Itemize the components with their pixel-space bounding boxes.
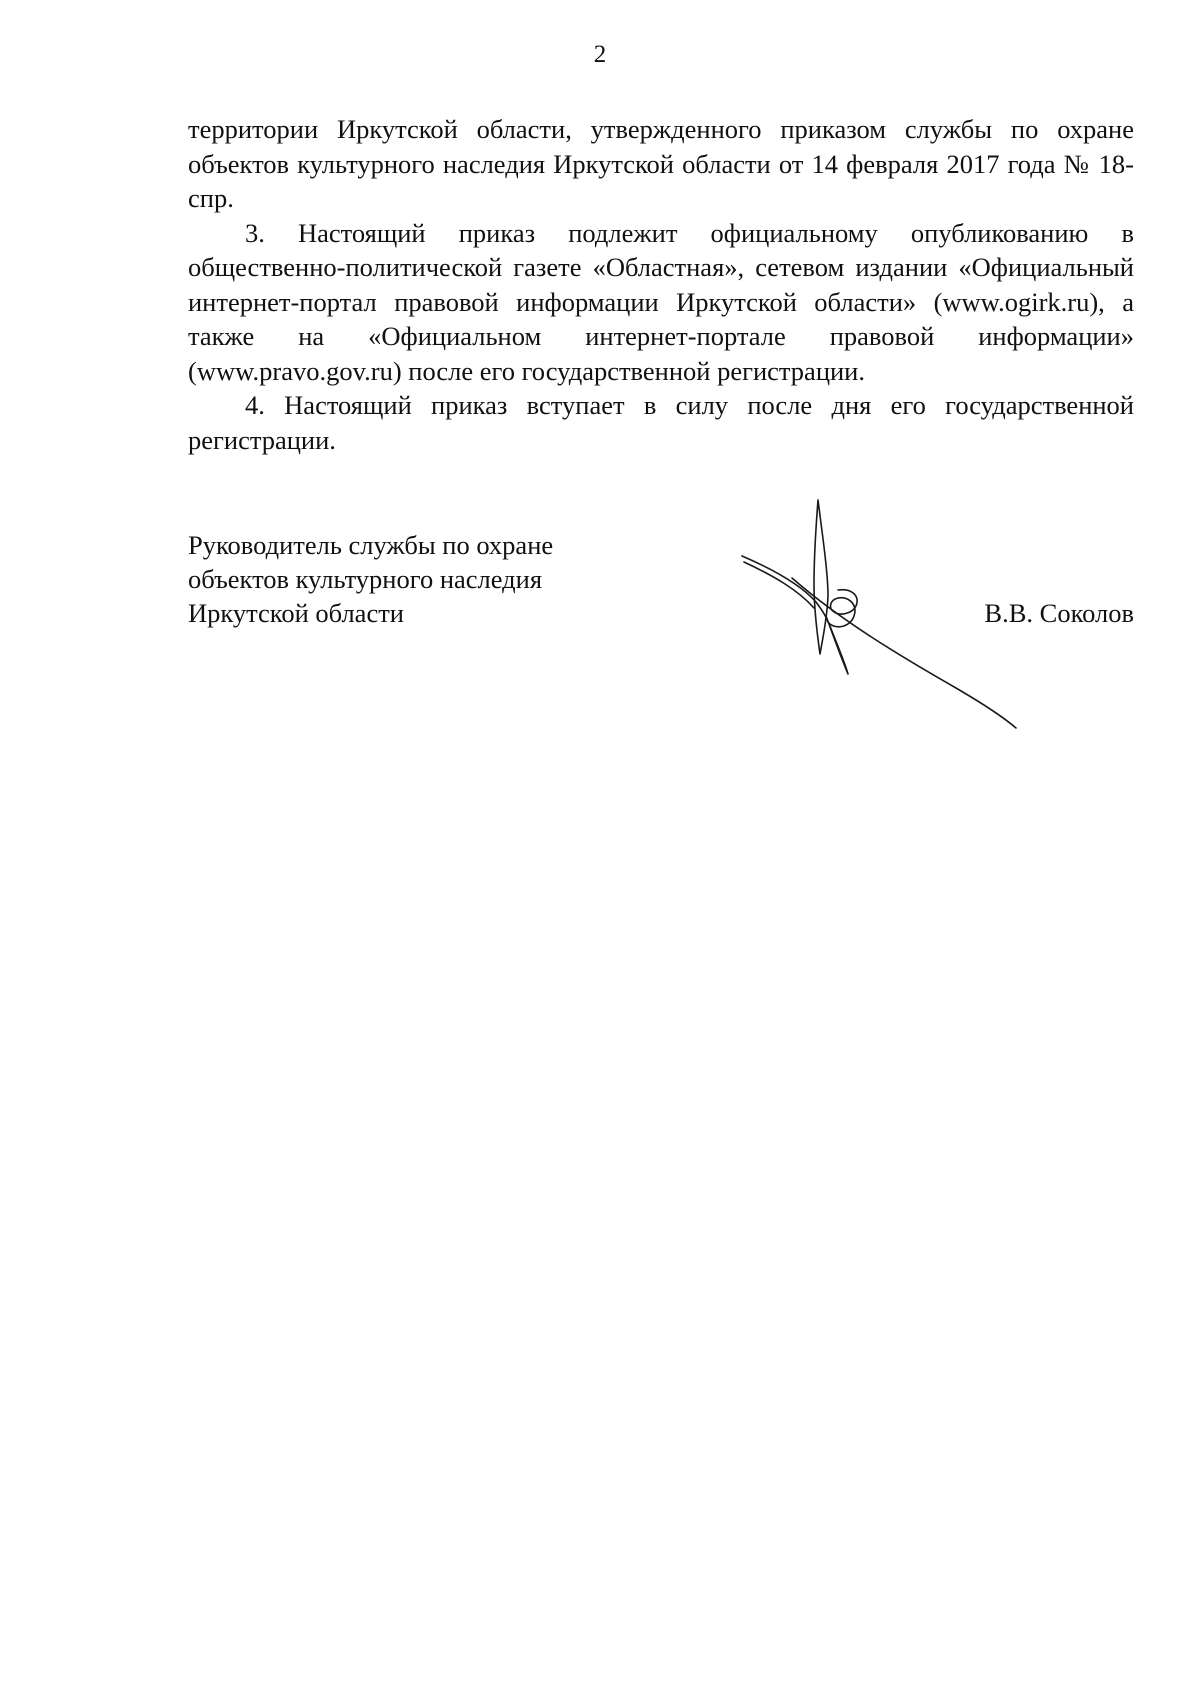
signatory-name: В.В. Соколов: [984, 598, 1134, 628]
paragraph-continuation: территории Иркутской области, утвержденного приказом службы по охране объектов культурного наследия Иркутской области от 14 февраля 2017 года № 18-спр.: [188, 114, 1134, 213]
signatory-title-line: Иркутской области: [188, 598, 404, 628]
signatory-title: [188, 528, 648, 630]
paragraph-item-4: 4. Настоящий приказ вступает в силу после дня его государственной регистрации.: [188, 390, 1134, 455]
paragraph-item-3: 3. Настоящий приказ подлежит официальному опубликованию в общественно-политической газете «Областная», сетевом издании «Официальный интернет-портал правовой информации Иркутской области» (www.ogirk.ru), а также на «Официальном интернет-портале правовой информации» (www.pravo.gov.ru) после его государственной регистрации.: [188, 217, 1134, 386]
page-number: 2: [593, 41, 607, 68]
signatory-title-line: Руководитель службы по охране: [188, 530, 554, 560]
document-body: [188, 112, 1134, 457]
signatory-title-line: объектов культурного наследия: [188, 564, 543, 594]
